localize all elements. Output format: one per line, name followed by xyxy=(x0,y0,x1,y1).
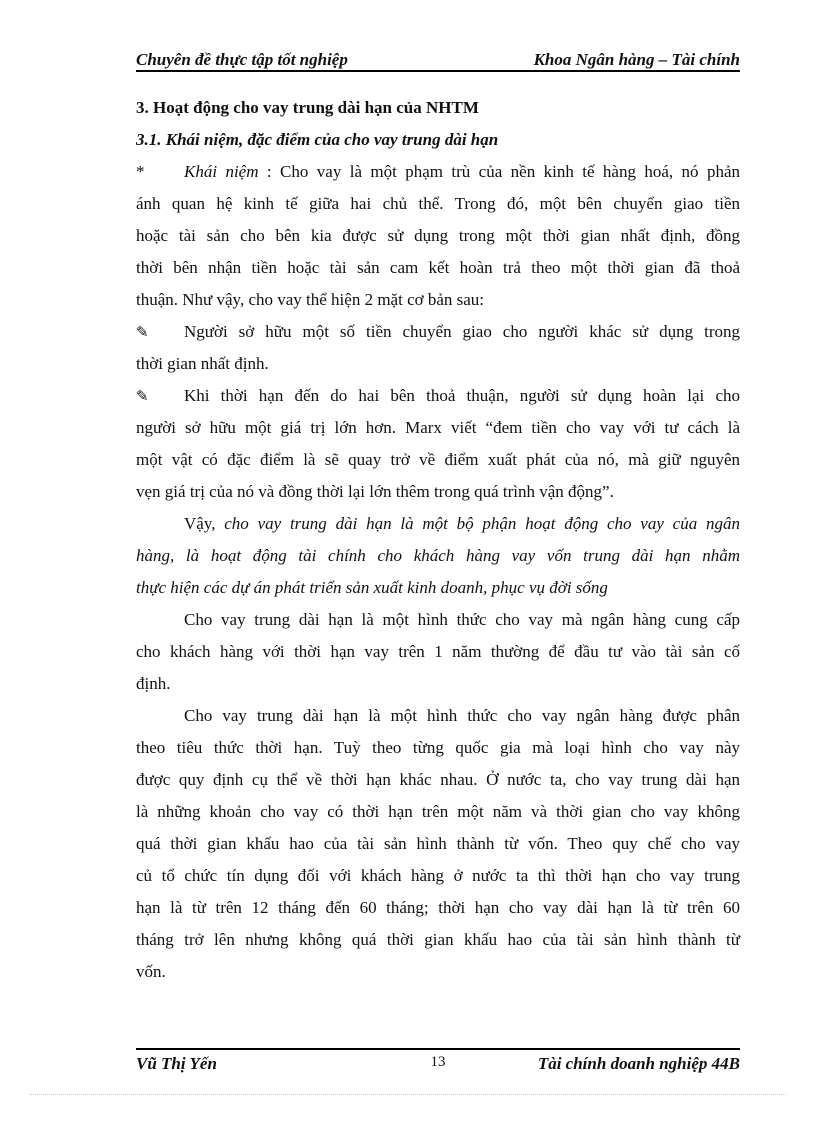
paragraph-line: theo tiêu thức thời hạn. Tuỳ theo từng quốc gia mà loại hình cho vay này xyxy=(136,738,740,757)
paragraph-line: Cho vay trung dài hạn là một hình thức cho vay ngân hàng được phân xyxy=(184,706,740,725)
paragraph-line: thuận. Như vậy, cho vay thể hiện 2 mặt cơ bản sau: xyxy=(136,290,485,309)
footer-author: Vũ Thị Yến xyxy=(136,1054,217,1073)
paragraph-line: cho khách hàng với thời hạn vay trên 1 năm thường để đầu tư vào tài sản cố xyxy=(136,642,740,661)
bullet-item-line xyxy=(136,316,740,348)
paragraph-line: ánh quan hệ kinh tế giữa hai chủ thể. Trong đó, một bên chuyển giao tiền xyxy=(136,194,740,213)
paragraph-line: quá thời gian khấu hao của tài sản hình thành từ vốn. Theo quy chế cho vay xyxy=(136,834,740,853)
section-heading: 3. Hoạt động cho vay trung dài hạn của NHTM xyxy=(136,98,479,117)
paragraph-lead: Vậy, xyxy=(184,514,225,533)
document-body xyxy=(136,92,740,988)
paragraph-line: củ tổ chức tín dụng đối với khách hàng ở nước ta thì thời hạn cho vay trung xyxy=(136,866,740,885)
paragraph-line: thời gian nhất định. xyxy=(136,354,269,373)
page-header xyxy=(136,48,740,72)
page-edge-divider xyxy=(30,1094,786,1095)
pencil-bullet-icon: ✎ xyxy=(136,389,149,405)
paragraph-line: được quy định cụ thể về thời hạn khác nhau. Ở nước ta, cho vay trung dài hạn xyxy=(136,770,740,789)
paragraph-line: hàng, là hoạt động tài chính cho khách hàng vay vốn trung dài hạn nhằm xyxy=(136,546,740,565)
pencil-bullet-icon: ✎ xyxy=(136,325,149,341)
page-footer xyxy=(136,1048,740,1076)
paragraph-line: tháng trở lên nhưng không quá thời gian khấu hao của tài sản hình thành từ xyxy=(136,930,740,949)
paragraph-line: thực hiện các dự án phát triển sản xuất kinh doanh, phục vụ đời sống xyxy=(136,578,608,597)
bullet-text: Khi thời hạn đến do hai bên thoả thuận, người sử dụng hoàn lại cho xyxy=(184,386,740,405)
footer-class: Tài chính doanh nghiệp 44B xyxy=(537,1054,740,1073)
definition-line xyxy=(136,156,740,188)
paragraph-line xyxy=(136,508,740,540)
paragraph-line: định. xyxy=(136,674,171,693)
paragraph-line: là những khoản cho vay có thời hạn trên một năm và thời gian cho vay không xyxy=(136,802,740,821)
asterisk-bullet: * xyxy=(136,162,145,181)
paragraph-line: Cho vay trung dài hạn là một hình thức cho vay mà ngân hàng cung cấp xyxy=(184,610,740,629)
paragraph-line: một vật có đặc điểm là sẽ quay trở về điểm xuất phát của nó, mà giữ nguyên xyxy=(136,450,740,469)
paragraph-line: thời bên nhận tiền hoặc tài sản cam kết hoàn trả theo một thời gian đã thoả xyxy=(136,258,740,277)
header-thesis-title: Chuyên đề thực tập tốt nghiệp xyxy=(136,50,348,69)
paragraph-line: người sở hữu một giá trị lớn hơn. Marx viết “đem tiền cho vay với tư cách là xyxy=(136,418,740,437)
definition-text: : Cho vay là một phạm trù của nền kinh tế hàng hoá, nó phản xyxy=(258,162,740,181)
paragraph-line: hoặc tài sản cho bên kia được sử dụng trong một thời gian nhất định, đồng xyxy=(136,226,740,245)
bullet-item-line xyxy=(136,380,740,412)
header-faculty: Khoa Ngân hàng – Tài chính xyxy=(533,50,740,69)
subsection-heading: 3.1. Khái niệm, đặc điểm của cho vay trung dài hạn xyxy=(136,130,499,149)
paragraph-line: vốn. xyxy=(136,962,166,981)
paragraph-line: vẹn giá trị của nó và đồng thời lại lớn thêm trong quá trình vận động”. xyxy=(136,482,614,501)
bullet-text: Người sở hữu một số tiền chuyển giao cho người khác sử dụng trong xyxy=(184,322,740,341)
paragraph-line: hạn là từ trên 12 tháng đến 60 tháng; thời hạn cho vay dài hạn là từ trên 60 xyxy=(136,898,740,917)
italic-text: cho vay trung dài hạn là một bộ phận hoạt động cho vay của ngân xyxy=(224,514,740,533)
page-number: 13 xyxy=(430,1054,446,1070)
definition-term: Khái niệm xyxy=(184,162,259,181)
